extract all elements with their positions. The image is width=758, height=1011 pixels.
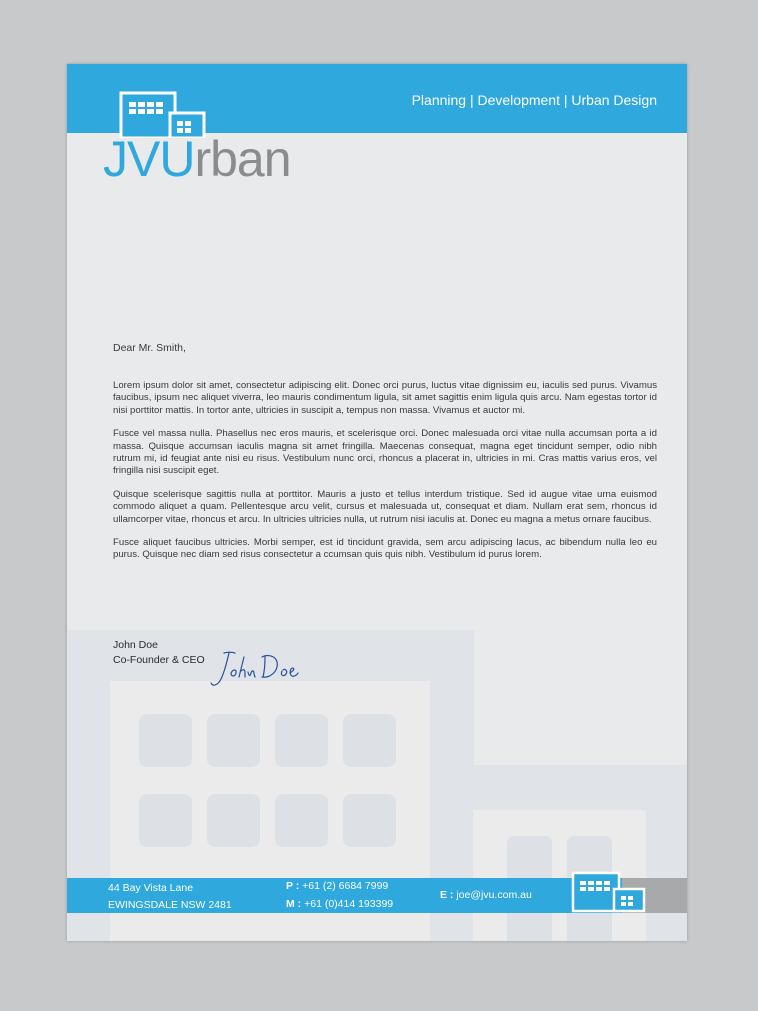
mobile-number bbox=[286, 898, 393, 910]
address-line-2: EWINGSDALE NSW 2481 bbox=[108, 899, 232, 911]
mobile-label: M : bbox=[286, 898, 302, 910]
logo-wordmark-jvu: JVU bbox=[103, 131, 195, 187]
phone-label: P : bbox=[286, 880, 300, 892]
email-address bbox=[440, 889, 532, 901]
letter-salutation: Dear Mr. Smith, bbox=[113, 342, 186, 354]
email-value: joe@jvu.com.au bbox=[456, 889, 532, 901]
letterhead-sheet bbox=[67, 64, 687, 941]
company-tagline: Planning | Development | Urban Design bbox=[411, 92, 657, 108]
letter-paragraph: Fusce aliquet faucibus ultricies. Morbi semper, est id tincidunt gravida, sem arcu adipiscing lacus, ac bibendum nulla leo eu purus. Quisque nec diam sed risus consectetur a ccumsan quis quis nibh. Vestibulum id purus lorem. bbox=[113, 537, 657, 561]
email-label: E : bbox=[440, 889, 454, 901]
phone-value: +61 (2) 6684 7999 bbox=[302, 880, 389, 892]
letter-paragraph: Quisque scelerisque sagittis nulla at porttitor. Mauris a justo et tellus interdum tristique. Sed id augue vitae urna euismod commodo aliquet a quam. Pellentesque arcu velit, cursus et malesuada ut, consequat et diam. Nullam erat sem, rhoncus id ullamcorper vitae, rhoncus et arcu. In ultricies ultricies nulla, ut rutrum nisi iaculis at. Donec eu magna a metus ornare faucibus. bbox=[113, 488, 657, 525]
letter-paragraph: Fusce vel massa nulla. Phasellus nec eros mauris, et scelerisque orci. Donec malesuada orci vitae nulla accumsan porta a id massa. Quisque accumsan iaculis magna sit amet fringilla. Maecenas consequat, magna eget tincidunt semper, odio nibh rutrum mi, id feugiat ante nisi eu risus. Vestibulum nunc orci, rhoncus a placerat in, ultricies in mi. Cras mattis varius eros, vel fringilla nisi suscipit eget. bbox=[113, 428, 657, 477]
letter-paragraph: Lorem ipsum dolor sit amet, consectetur adipiscing elit. Donec orci purus, luctus vitae dignissim eu, iaculis sed purus. Vivamus faucibus, ipsum nec aliquet viverra, leo mauris condimentum ligula, sit amet sagittis enim ligula quis arcu. Nam egestas tortor id nisi porttitor mattis. In tortor ante, ultricies in suscipit a, tempus non massa. Vivamus et auctor mi. bbox=[113, 380, 657, 416]
signer-name: John Doe bbox=[113, 639, 158, 651]
address-line-1: 44 Bay Vista Lane bbox=[108, 882, 194, 894]
handwritten-signature-icon bbox=[207, 647, 302, 691]
logo-wordmark-rban: rban bbox=[194, 131, 291, 187]
buildings-icon bbox=[570, 870, 650, 914]
signer-title: Co-Founder & CEO bbox=[113, 654, 205, 666]
phone-number bbox=[286, 880, 388, 892]
mobile-value: +61 (0)414 193399 bbox=[304, 898, 394, 910]
letter-body bbox=[113, 380, 657, 573]
company-logo-wordmark bbox=[103, 131, 291, 187]
